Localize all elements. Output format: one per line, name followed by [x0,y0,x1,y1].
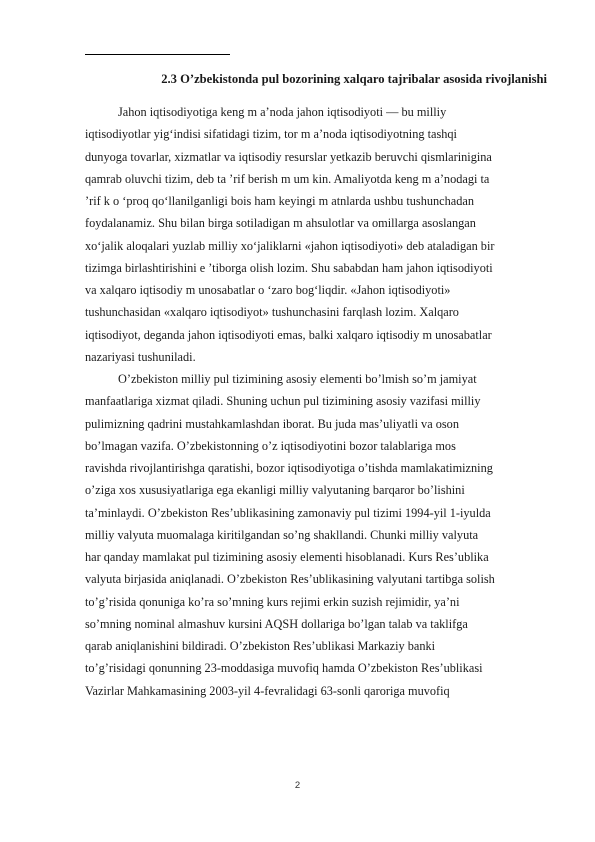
body-text [85,101,550,702]
text-line: ’rif k o ‘proq qo‘llanilganligi bois ham keyingi m atnlarda ushbu tushunchadan [85,194,474,208]
text-line: dunyoga tovarlar, xizmatlar va iqtisodiy resurslar yetkazib beruvchi qismlariniginа [85,149,492,164]
text-line: Vazirlar Mahkamasining 2003-yil 4-fevralidagi 63-sonli qaroriga muvofiq [85,683,450,698]
text-line: va xalqaro iqtisodiy m unosabatlar o ‘zaro bog‘liqdir. «Jahon iqtisodiyoti» [85,283,451,297]
text-line: so’mning nominal almashuv kursini AQSH dollariga bo’lgan talab va taklifga [85,616,468,631]
text-line: O’zbekiston milliy pul tizimining asosiy elementi bo’lmish so’m jamiyat [118,372,477,386]
text-line: tushunchasidan «xalqaro iqtisodiyot» tushunchasini farqlash lozim. Xalqaro [85,305,459,320]
text-line: har qanday mamlakat pul tizimining asosiy elementi hisoblanadi. Kurs Res’ublika [85,550,489,564]
page-number: 2 [294,780,301,791]
text-line: valyuta birjasida aniqlanadi. O’zbekiston Res’ublikasining valyutani tartibga solish [85,572,495,587]
text-line: o’ziga xos xususiyatlariga ega ekanligi milliy valyutaning barqaror bo’lishini [85,483,465,498]
text-line: nazariyasi tushuniladi. [85,349,196,364]
text-line: qarab aniqlanishini bildiradi. O’zbekiston Res’ublikasi Markaziy banki [85,639,436,653]
section-title: 2.3 O’zbekistonda pul bozorining xalqaro tajribalar asosida rivojlanishi [161,72,547,86]
text-line: bo’lmagan vazifa. O’zbekistonning o’z iqtisodiyotini bozor talablariga mos [85,438,456,453]
text-line: xo‘jalik aloqalari yuzlab milliy xo‘jaliklarni «jahon iqtisodiyoti» deb ataladigan bir [85,238,495,253]
text-line: to’g’risida qonuniga ko’ra so’mning kurs rejimi erkin suzish rejimidir, ya’ni [85,594,460,609]
text-line: pulimizning qadrini mustahkamlashdan iborat. Bu juda mas’uliyatli va oson [85,416,459,431]
text-line: foydalanamiz. Shu bilan birga sotiladigan m ahsulotlar va omillarga asoslangan [85,216,476,231]
text-line: iqtisodiyotlar yig‘indisi sifatidagi tizim, tor m a’noda iqtisodiyotning tashqi [85,127,457,142]
text-line: milliy valyuta muomalaga kiritilgandan so’ng shakllandi. Chunki milliy valyuta [85,527,479,542]
text-line: ta’minlaydi. O’zbekiston Res’ublikasining zamonaviy pul tizimi 1994-yil 1-iyulda [85,505,491,520]
text-line: to’g’risidagi qonunning 23-moddasiga muvofiq hamda O’zbekiston Res’ublikasi [85,661,483,676]
text-line: qamrab oluvchi tizim, deb ta ’rif berish m um kin. Amaliyotda keng m a’nodagi ta [85,171,490,186]
text-line: tizimga birlashtirishini e ’tiborga olish lozim. Shu sababdan ham jahon iqtisodiyoti [85,260,493,275]
text-line: manfaatlariga xizmat qiladi. Shuning uchun pul tizimining asosiy vazifasi milliy [85,394,481,409]
text-line: iqtisodiyot, deganda jahon iqtisodiyoti emas, balki xalqaro iqtisodiy m unosabatlar [85,327,492,342]
header-rule [85,54,230,55]
text-line: Jahon iqtisodiyotiga keng m a’noda jahon iqtisodiyoti — bu milliy [118,105,447,119]
text-line: ravishda rivojlantirishga qaratishi, bozor iqtisodiyotiga o’tishda mamlakatimizning [85,461,493,475]
